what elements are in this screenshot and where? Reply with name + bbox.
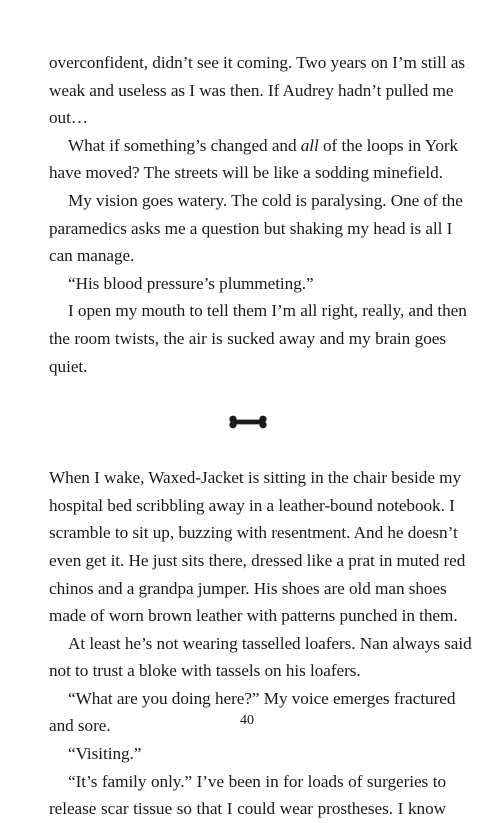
text-span: What if something’s changed and xyxy=(68,135,301,155)
paragraph xyxy=(49,187,463,270)
text-line: and sore. xyxy=(49,716,111,736)
paragraph xyxy=(49,132,459,187)
text-line: the room twists, the air is sucked away and my brain goes xyxy=(49,328,446,348)
paragraph xyxy=(49,768,446,823)
text-line: paramedics asks me a question but shaking my head is all I xyxy=(49,218,453,238)
text-line: even get it. He just sits there, dressed like a prat in muted red xyxy=(49,550,466,570)
emphasis-text: all xyxy=(300,135,319,155)
text-line: quiet. xyxy=(49,356,88,376)
text-line: “It’s family only.” I’ve been in for loads of surgeries to xyxy=(68,771,446,791)
text-line: “His blood pressure’s plummeting.” xyxy=(68,273,314,293)
paragraph xyxy=(49,464,466,630)
text-line: “What are you doing here?” My voice emerges fractured xyxy=(68,688,456,708)
text-line: out… xyxy=(49,108,88,128)
text-line: weak and useless as I was then. If Audrey hadn’t pulled me xyxy=(49,80,454,100)
text-line: can manage. xyxy=(49,246,135,266)
text-line: have moved? The streets will be like a sodding minefield. xyxy=(49,163,443,183)
text-span: of the loops in York xyxy=(318,135,459,155)
text-line: chinos and a grandpa jumper. His shoes are old man shoes xyxy=(49,578,447,598)
text-line xyxy=(49,132,459,160)
text-line: overconfident, didn’t see it coming. Two years on I’m still as xyxy=(49,53,466,72)
text-line: scramble to sit up, buzzing with resentment. And he doesn’t xyxy=(49,523,458,543)
text-line: release scar tissue so that I could wear prostheses. I know xyxy=(49,799,446,819)
book-page xyxy=(49,49,472,823)
text-line: I open my mouth to tell them I’m all right, really, and then xyxy=(68,301,467,321)
text-line: hospital bed scribbling away in a leather-bound notebook. I xyxy=(49,495,455,515)
text-line: made of worn brown leather with patterns punched in them. xyxy=(49,606,458,626)
text-line: My vision goes watery. The cold is paralysing. One of the xyxy=(68,190,463,210)
text-line: At least he’s not wearing tasselled loafers. Nan always said xyxy=(68,633,472,653)
paragraph xyxy=(49,630,472,685)
text-line: “Visiting.” xyxy=(68,744,142,764)
paragraph xyxy=(49,270,446,298)
text-line: not to trust a bloke with tassels on his loafers. xyxy=(49,661,361,681)
section-break xyxy=(49,380,446,464)
page-number: 40 xyxy=(240,713,254,728)
bone-icon xyxy=(228,415,268,429)
paragraph xyxy=(49,297,467,380)
paragraph xyxy=(49,49,466,132)
text-line: When I wake, Waxed-Jacket is sitting in the chair beside my xyxy=(49,468,462,488)
paragraph xyxy=(49,740,446,768)
